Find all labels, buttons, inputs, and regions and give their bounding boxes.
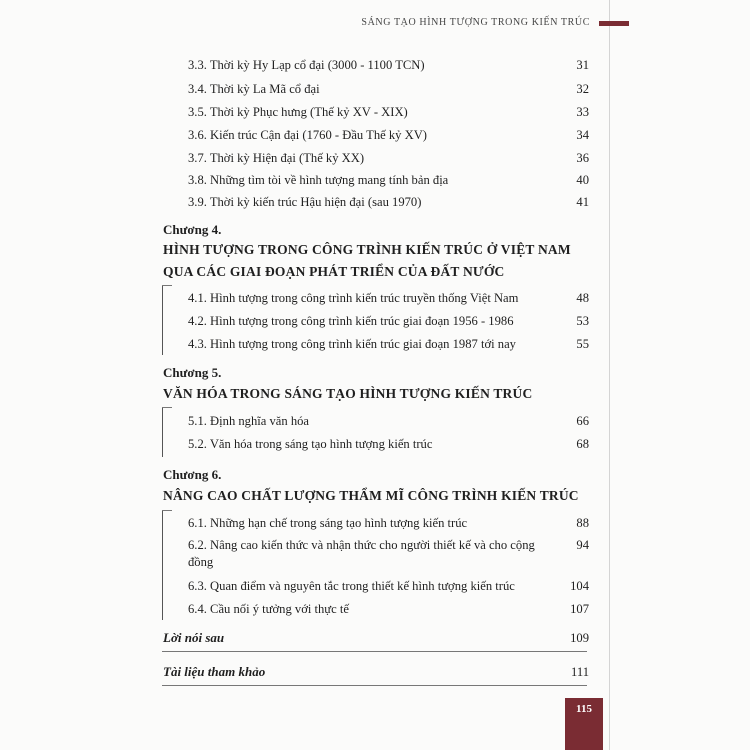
toc-entry-number: 3.8. xyxy=(188,173,207,187)
header-accent-bar xyxy=(599,21,629,26)
toc-entry-text: Thời kỳ Hiện đại (Thế kỷ XX) xyxy=(209,151,365,165)
toc-entry-text: Thời kỳ La Mã cổ đại xyxy=(209,82,320,96)
toc-entry-number: 6.3. xyxy=(188,579,207,593)
chapter-6-bracket-top xyxy=(162,510,172,511)
toc-entry-number: 3.9. xyxy=(188,195,207,209)
page-edge-rule xyxy=(609,0,610,750)
toc-entry-text: Nâng cao kiến thức và nhận thức cho người thiết kế và cho cộng đồng xyxy=(188,538,535,569)
chapter-4-title-line1[interactable]: HÌNH TƯỢNG TRONG CÔNG TRÌNH KIẾN TRÚC Ở VIỆT NAM xyxy=(163,242,571,257)
toc-entry-number: 6.1. xyxy=(188,516,207,530)
toc-entry-text: Quan điểm và nguyên tắc trong thiết kế hình tượng kiến trúc xyxy=(210,579,515,593)
toc-entry-number: 3.3. xyxy=(188,58,207,72)
toc-entry-page: 94 xyxy=(576,538,589,552)
toc-entry-page: 34 xyxy=(576,128,589,142)
toc-entry-page: 32 xyxy=(576,82,589,96)
toc-entry-page: 31 xyxy=(576,58,589,72)
toc-afterword-page: 109 xyxy=(570,631,589,645)
toc-entry-text: Kiến trúc Cận đại (1760 - Đầu Thế kỷ XV) xyxy=(210,128,427,142)
chapter-6-bracket xyxy=(162,510,163,620)
toc-entry-number: 3.7. xyxy=(188,151,207,165)
toc-entry-page: 88 xyxy=(576,516,589,530)
toc-entry-text: Hình tượng trong công trình kiến trúc giai đoạn 1987 tới nay xyxy=(210,337,516,351)
toc-references-page: 111 xyxy=(571,665,589,679)
toc-entry-text: Thời kỳ Hy Lạp cổ đại (3000 - 1100 TCN) xyxy=(209,58,425,72)
toc-entry-number: 6.2. xyxy=(188,538,207,552)
toc-entry-page: 41 xyxy=(576,195,589,209)
toc-entry-number: 3.6. xyxy=(188,128,207,142)
toc-entry-page: 36 xyxy=(576,151,589,165)
toc-entry-text: Những hạn chế trong sáng tạo hình tượng kiến trúc xyxy=(210,516,468,530)
page-number: 115 xyxy=(576,703,592,715)
toc-entry-text: Định nghĩa văn hóa xyxy=(210,414,310,428)
toc-entry-page: 53 xyxy=(576,314,589,328)
toc-entry-text: Văn hóa trong sáng tạo hình tượng kiến trúc xyxy=(209,437,433,451)
chapter-5-bracket xyxy=(162,407,163,457)
toc-entry-text: Những tìm tòi về hình tượng mang tính bản địa xyxy=(210,173,449,187)
toc-afterword[interactable]: Lời nói sau xyxy=(163,630,225,645)
toc-entry-page: 104 xyxy=(570,579,589,593)
toc-entry-number: 3.5. xyxy=(188,105,207,119)
toc-entry-text: Thời kỳ Phục hưng (Thế kỷ XV - XIX) xyxy=(209,105,408,119)
toc-entry-text: Hình tượng trong công trình kiến trúc giai đoạn 1956 - 1986 xyxy=(210,314,514,328)
toc-entry-number: 3.4. xyxy=(188,82,207,96)
toc-entry-text: Thời kỳ kiến trúc Hậu hiện đại (sau 1970) xyxy=(209,195,422,209)
toc-entry-number: 4.2. xyxy=(188,314,207,328)
chapter-6-title[interactable]: NÂNG CAO CHẤT LƯỢNG THẨM MĨ CÔNG TRÌNH KIẾN TRÚC xyxy=(163,488,579,503)
toc-entry-page: 68 xyxy=(576,437,589,451)
toc-entry-number: 5.2. xyxy=(188,437,207,451)
toc-entry-number: 4.1. xyxy=(188,291,207,305)
references-underline xyxy=(162,685,587,686)
toc-references[interactable]: Tài liệu tham khảo xyxy=(163,664,266,679)
toc-entry-text: Cầu nối ý tưởng với thực tế xyxy=(210,602,349,616)
toc-entry-page: 107 xyxy=(570,602,589,616)
toc-entry-text: Hình tượng trong công trình kiến trúc truyền thống Việt Nam xyxy=(210,291,519,305)
chapter-6-label: Chương 6. xyxy=(163,467,222,482)
toc-entry-number: 5.1. xyxy=(188,414,207,428)
chapter-5-label: Chương 5. xyxy=(163,365,222,380)
chapter-5-bracket-top xyxy=(162,407,172,408)
chapter-5-title[interactable]: VĂN HÓA TRONG SÁNG TẠO HÌNH TƯỢNG KIẾN TRÚC xyxy=(163,386,533,401)
toc-entry-page: 66 xyxy=(576,414,589,428)
toc-entry-number: 6.4. xyxy=(188,602,207,616)
chapter-4-label: Chương 4. xyxy=(163,222,222,237)
running-header: SÁNG TẠO HÌNH TƯỢNG TRONG KIẾN TRÚC xyxy=(361,17,590,28)
toc-entry-number: 4.3. xyxy=(188,337,207,351)
chapter-4-bracket xyxy=(162,285,163,355)
toc-entry-page: 55 xyxy=(576,337,589,351)
afterword-underline xyxy=(162,651,587,652)
chapter-4-bracket-top xyxy=(162,285,172,286)
chapter-4-title-line2[interactable]: QUA CÁC GIAI ĐOẠN PHÁT TRIỂN CỦA ĐẤT NƯỚC xyxy=(163,264,505,279)
toc-entry-page: 33 xyxy=(576,105,589,119)
toc-entry-page: 48 xyxy=(576,291,589,305)
toc-entry-page: 40 xyxy=(576,173,589,187)
